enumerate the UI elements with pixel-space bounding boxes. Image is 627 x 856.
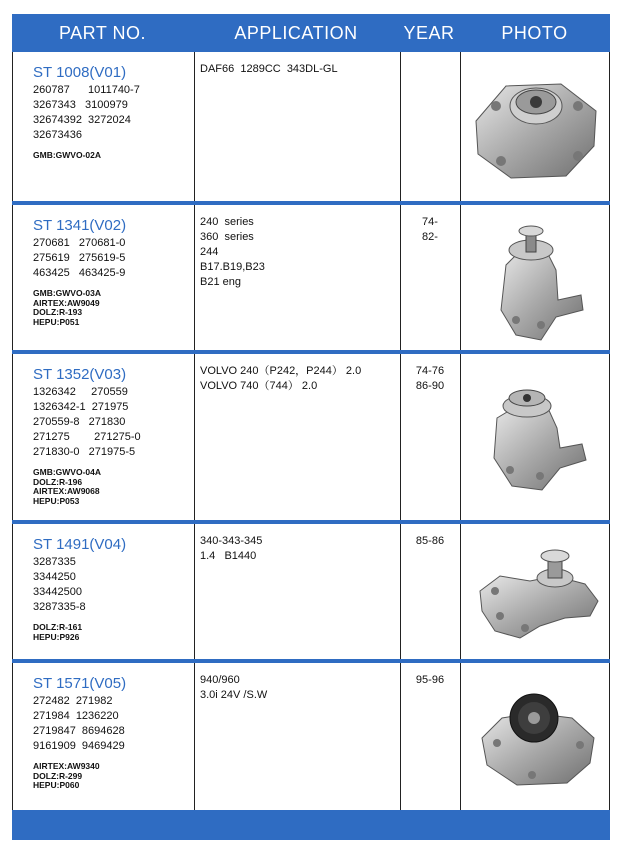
part-number: ST 1571(V05) [33, 675, 127, 692]
cross-reference-line: HEPU:P926 [33, 631, 80, 642]
oem-code-line: 32674392 3272024 [33, 114, 131, 126]
oem-codes [33, 83, 194, 143]
cross-references [33, 623, 194, 642]
photo-cell [460, 524, 611, 659]
header-photo: PHOTO [501, 22, 568, 43]
oem-code-line: 2719847 8694628 [33, 725, 125, 737]
application-line: VOLVO 740（744） 2.0 [200, 380, 318, 392]
header-year: YEAR [403, 22, 455, 43]
cross-reference-line: HEPU:P053 [33, 495, 80, 506]
oem-code-line: 463425 463425-9 [33, 267, 126, 279]
cross-reference-line: DOLZ:R-193 [33, 307, 83, 317]
application-cell [194, 663, 400, 810]
application-line: 1.4 B1440 [200, 550, 257, 562]
photo-cell [460, 205, 611, 350]
parts-table [12, 52, 610, 824]
oem-code-line: 3344250 [33, 571, 76, 583]
cross-reference-line: GMB:GWVO-02A [33, 150, 101, 160]
part-cell [13, 524, 194, 659]
table-row [12, 354, 610, 520]
photo-cell [460, 354, 611, 520]
oem-codes [33, 385, 194, 460]
part-cell [13, 354, 194, 520]
year-line: 74-76 [415, 365, 445, 377]
header-part-no: PART NO. [58, 22, 147, 43]
application-cell [194, 354, 400, 520]
oem-code-line: 271830-0 271975-5 [33, 446, 136, 458]
oem-code-line: 9161909 9469429 [33, 740, 125, 752]
cross-references [33, 762, 194, 791]
part-number: ST 1008(V01) [33, 64, 127, 81]
year-line: 74- [422, 216, 438, 228]
cross-references [33, 289, 194, 327]
application-line: 340-343-345 [200, 535, 263, 547]
cross-reference-line: DOLZ:R-196 [33, 476, 83, 487]
year-line: 82- [422, 231, 438, 243]
application-line: 240 series [200, 216, 254, 228]
oem-code-line: 271275 271275-0 [33, 431, 141, 443]
year-cell [400, 663, 460, 810]
photo-cell [460, 663, 611, 810]
cross-reference-line: AIRTEX:AW9068 [33, 486, 100, 496]
oem-code-line: 270559-8 271830 [33, 416, 126, 428]
application-line: B21 eng [200, 276, 241, 288]
oem-code-line: 1326342-1 271975 [33, 401, 129, 413]
cross-reference-line: DOLZ:R-299 [33, 770, 83, 781]
oem-code-line: 275619 275619-5 [33, 252, 126, 264]
oem-code-line: 260787 1011740-7 [33, 84, 140, 96]
photo-cell [460, 52, 611, 201]
row-separator [12, 201, 610, 205]
part-cell [13, 52, 194, 201]
row-separator [12, 520, 610, 524]
cross-reference-line: AIRTEX:AW9340 [33, 761, 100, 771]
application-cell [194, 524, 400, 659]
application-line: 360 series [200, 231, 254, 243]
cross-references [33, 468, 194, 506]
header-application: APPLICATION [234, 22, 358, 43]
row-separator [12, 350, 610, 354]
table-row [12, 52, 610, 201]
footer-bar [12, 810, 610, 840]
cross-references [33, 151, 194, 161]
oem-code-line: 33442500 [33, 586, 82, 598]
year-line: 95-96 [415, 674, 445, 686]
table-row [12, 663, 610, 810]
oem-code-line: 270681 270681-0 [33, 237, 126, 249]
application-cell [194, 52, 400, 201]
row-separator [12, 659, 610, 663]
part-number: ST 1491(V04) [33, 536, 127, 553]
oem-code-line: 3287335-8 [33, 601, 86, 613]
year-cell [400, 524, 460, 659]
year-cell [400, 52, 460, 201]
application-cell [194, 205, 400, 350]
oem-codes [33, 236, 194, 281]
part-number: ST 1341(V02) [33, 217, 127, 234]
catalog-page [12, 14, 610, 840]
year-line: 86-90 [415, 380, 445, 392]
application-line: 3.0i 24V /S.W [200, 689, 268, 701]
year-line: 85-86 [415, 535, 445, 547]
oem-code-line: 271984 1236220 [33, 710, 119, 722]
cross-reference-line: DOLZ:R-161 [33, 622, 83, 632]
part-cell [13, 663, 194, 810]
application-line: VOLVO 240（P242，P244） 2.0 [200, 365, 362, 377]
cross-reference-line: HEPU:P051 [33, 316, 80, 327]
cross-reference-line: HEPU:P060 [33, 780, 80, 790]
cross-reference-line: GMB:GWVO-03A [33, 288, 101, 298]
part-number: ST 1352(V03) [33, 366, 127, 383]
application-line: DAF66 1289CC 343DL-GL [200, 63, 338, 75]
year-cell [400, 205, 460, 350]
oem-codes [33, 694, 194, 754]
cross-reference-line: GMB:GWVO-04A [33, 467, 101, 477]
application-line: 940/960 [200, 674, 240, 686]
table-row [12, 524, 610, 659]
oem-code-line: 32673436 [33, 129, 82, 141]
table-header [12, 14, 610, 52]
table-row [12, 205, 610, 350]
year-cell [400, 354, 460, 520]
cross-reference-line: AIRTEX:AW9049 [33, 297, 100, 308]
oem-codes [33, 555, 194, 615]
oem-code-line: 3267343 3100979 [33, 99, 128, 111]
part-cell [13, 205, 194, 350]
oem-code-line: 1326342 270559 [33, 386, 128, 398]
oem-code-line: 272482 271982 [33, 695, 113, 707]
application-line: 244 [200, 246, 219, 258]
oem-code-line: 3287335 [33, 556, 76, 568]
application-line: B17.B19,B23 [200, 261, 265, 273]
